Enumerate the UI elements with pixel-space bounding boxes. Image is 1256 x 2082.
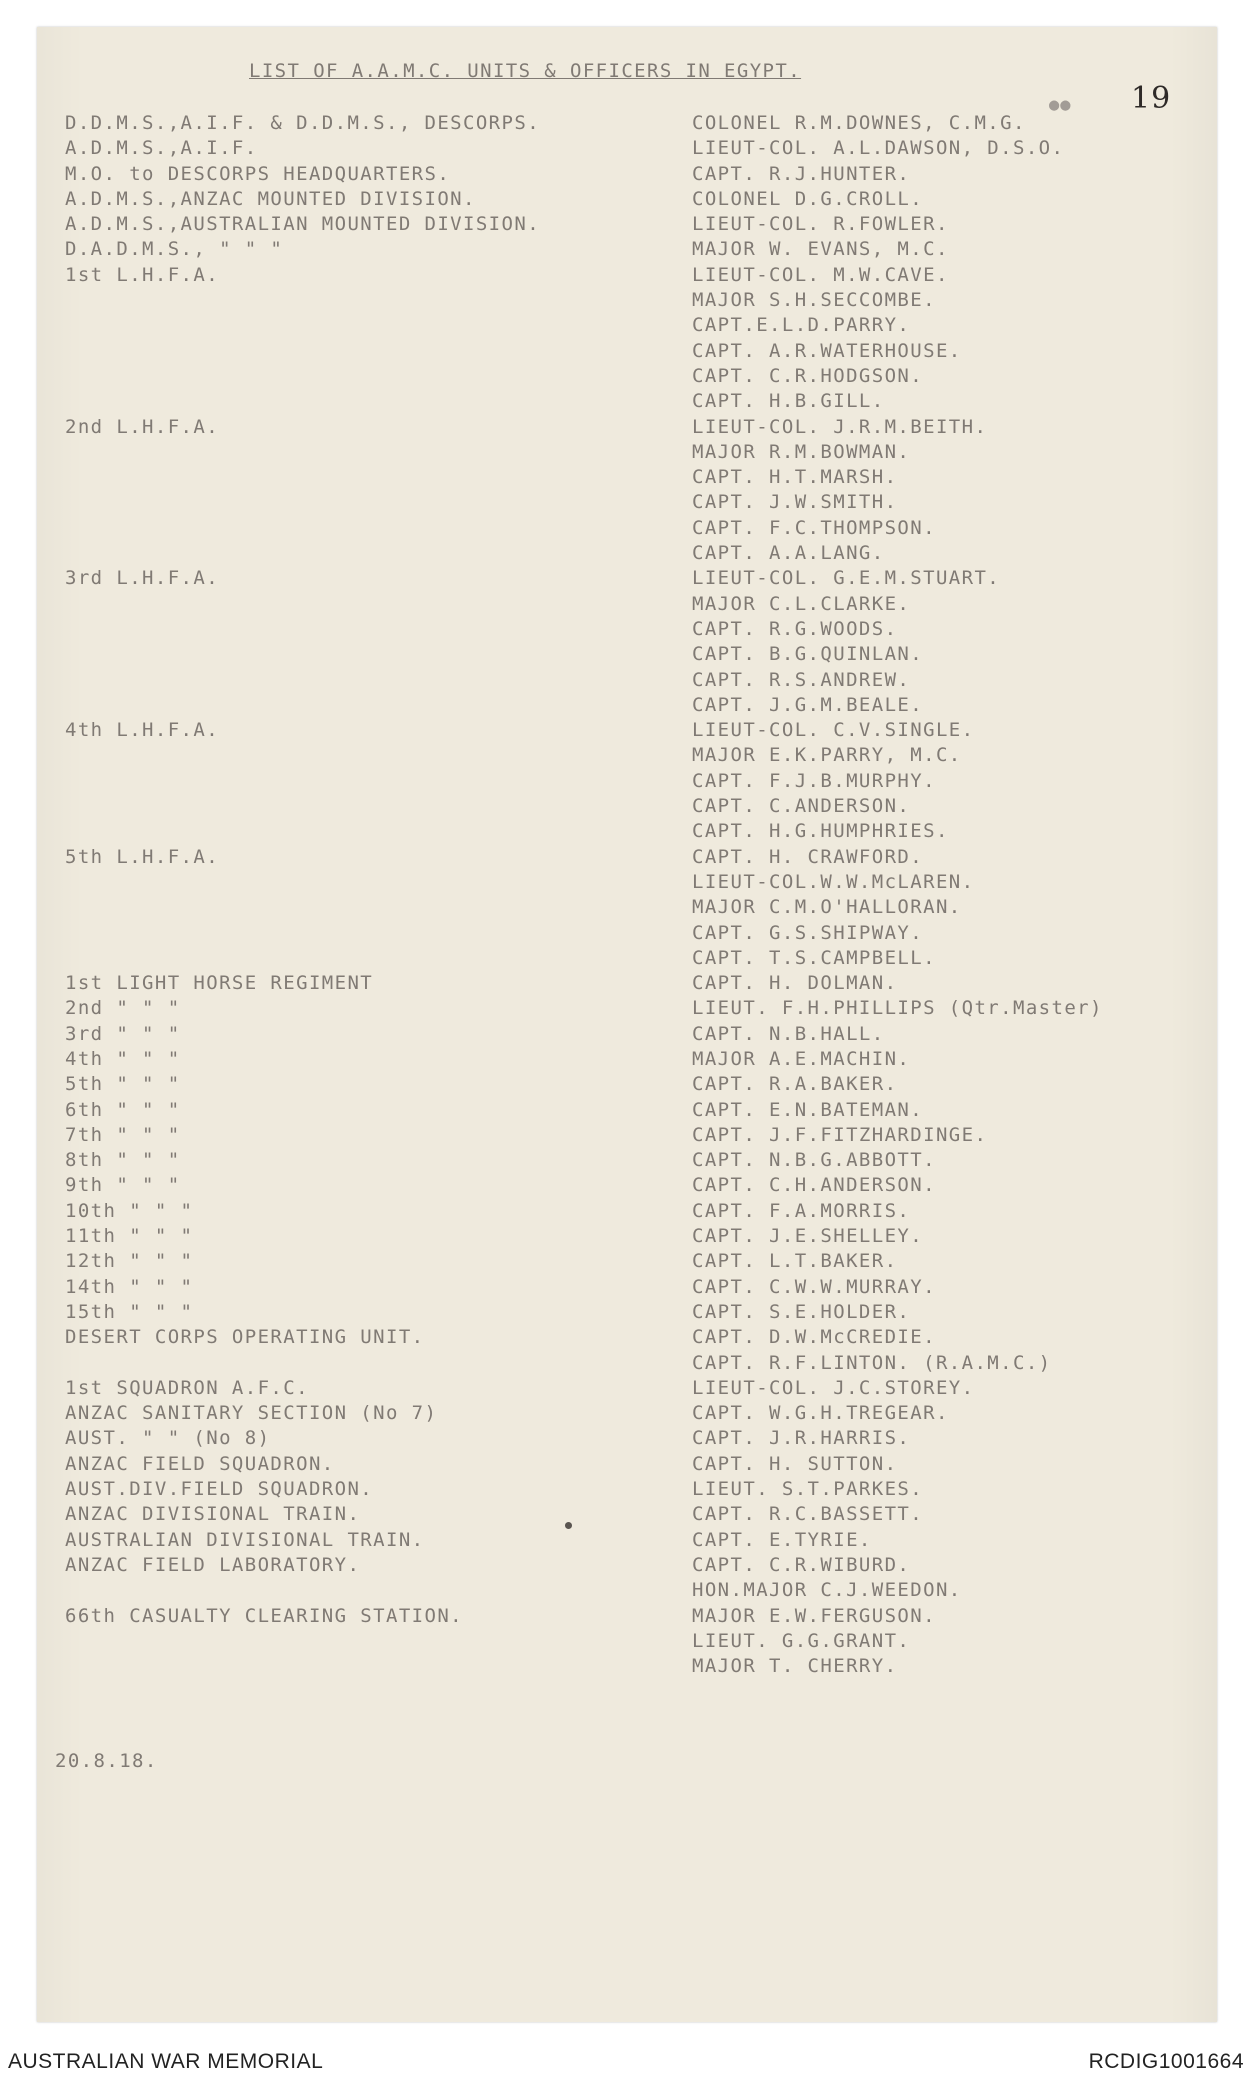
ink-speck (565, 1522, 572, 1529)
officer-entry: CAPT. R.S.ANDREW. (692, 668, 911, 691)
officer-entry: CAPT. N.B.HALL. (692, 1022, 885, 1045)
unit-entry: D.D.M.S.,A.I.F. & D.D.M.S., DESCORPS. (65, 112, 541, 134)
officer-entry: MAJOR W. EVANS, M.C. (692, 238, 949, 261)
officer-entry: HON.MAJOR C.J.WEEDON. (692, 1579, 962, 1602)
officer-entry: CAPT. F.A.MORRIS. (692, 1199, 911, 1222)
officer-entry: CAPT. H. CRAWFORD. (692, 845, 924, 868)
unit-entry: 15th " " " (65, 1300, 194, 1323)
unit-entry: 9th " " " (65, 1174, 181, 1197)
unit-entry: D.A.D.M.S., " " " (65, 238, 284, 261)
officer-entry: LIEUT. G.G.GRANT. (692, 1629, 911, 1652)
officer-entry: CAPT. H. SUTTON. (692, 1452, 898, 1475)
officer-entry: CAPT. A.A.LANG. (692, 542, 885, 565)
officer-entry: CAPT. R.A.BAKER. (692, 1073, 898, 1096)
officer-entry: CAPT. R.C.BASSETT. (692, 1503, 924, 1526)
officer-entry: CAPT. H.T.MARSH. (692, 466, 898, 489)
unit-entry: AUST. " " (No 8) (65, 1427, 271, 1450)
unit-entry: 4th L.H.F.A. (65, 719, 220, 742)
unit-entry: A.D.M.S.,AUSTRALIAN MOUNTED DIVISION. (65, 213, 541, 236)
footer-reference-id: RCDIG1001664 (1088, 2050, 1244, 2073)
unit-entry (65, 1351, 540, 1376)
unit-entry (65, 819, 540, 844)
officer-entry: CAPT. J.G.M.BEALE. (692, 693, 924, 716)
unit-entry: AUST.DIV.FIELD SQUADRON. (65, 1478, 374, 1501)
document-sheet (37, 27, 1217, 2022)
officer-entry: CAPT. H.G.HUMPHRIES. (692, 820, 949, 843)
unit-entry: ANZAC FIELD LABORATORY. (65, 1553, 361, 1576)
officer-entry: CAPT. C.H.ANDERSON. (692, 1174, 936, 1197)
officer-entry: CAPT. C.ANDERSON. (692, 795, 911, 818)
officer-entry: CAPT. A.R.WATERHOUSE. (692, 339, 962, 362)
unit-entry (65, 794, 540, 819)
unit-entry: M.O. to DESCORPS HEADQUARTERS. (65, 162, 451, 185)
officer-entry: MAJOR C.L.CLARKE. (692, 592, 911, 615)
unit-entry: 1st SQUADRON A.F.C. (65, 1376, 309, 1399)
officer-entry: COLONEL R.M.DOWNES, C.M.G. (692, 112, 1026, 134)
archive-footer (0, 2046, 1256, 2082)
officer-entry: MAJOR R.M.BOWMAN. (692, 440, 911, 463)
officer-entry: CAPT. B.G.QUINLAN. (692, 643, 924, 666)
unit-entry: 2nd " " " (65, 997, 181, 1020)
officer-entry: CAPT.E.L.D.PARRY. (692, 314, 911, 337)
document-title: LIST OF A.A.M.C. UNITS & OFFICERS IN EGYPT. (249, 60, 802, 82)
unit-entry: 5th " " " (65, 1073, 181, 1096)
officer-entry: CAPT. N.B.G.ABBOTT. (692, 1149, 936, 1172)
officer-entry: CAPT. C.R.HODGSON. (692, 364, 924, 387)
unit-entry: 12th " " " (65, 1250, 194, 1273)
footer-institution: AUSTRALIAN WAR MEMORIAL (8, 2050, 324, 2073)
officer-entry: CAPT. E.N.BATEMAN. (692, 1098, 924, 1121)
unit-entry: A.D.M.S.,A.I.F. (65, 137, 258, 160)
officer-entry: CAPT. J.R.HARRIS. (692, 1427, 911, 1450)
unit-entry (65, 288, 540, 313)
unit-entry: 14th " " " (65, 1275, 194, 1298)
unit-entry: 3rd L.H.F.A. (65, 567, 220, 590)
officer-entry: MAJOR S.H.SECCOMBE. (692, 289, 936, 312)
unit-entry (65, 440, 540, 465)
unit-entry (65, 642, 540, 667)
officer-entry: CAPT. E.TYRIE. (692, 1528, 872, 1551)
unit-entry: 7th " " " (65, 1123, 181, 1146)
officer-entry: CAPT. D.W.McCREDIE. (692, 1326, 936, 1349)
officer-entry: LIEUT-COL. R.FOWLER. (692, 213, 949, 236)
officer-entry: LIEUT-COL. M.W.CAVE. (692, 263, 949, 286)
unit-entry: ANZAC DIVISIONAL TRAIN. (65, 1503, 361, 1526)
unit-entry (65, 364, 540, 389)
unit-entry (65, 389, 540, 414)
officer-entry: LIEUT-COL. J.R.M.BEITH. (692, 415, 988, 438)
unit-entry: 8th " " " (65, 1149, 181, 1172)
officer-entry: CAPT. H.B.GILL. (692, 390, 885, 413)
unit-entry (65, 743, 540, 768)
unit-entry (65, 617, 540, 642)
unit-entry (65, 769, 540, 794)
officer-entry: MAJOR E.W.FERGUSON. (692, 1604, 936, 1627)
unit-entry (65, 465, 540, 490)
officer-entry: CAPT. J.F.FITZHARDINGE. (692, 1123, 988, 1146)
officers-column (692, 111, 1103, 1679)
unit-entry: ANZAC FIELD SQUADRON. (65, 1452, 335, 1475)
unit-entry: 1st LIGHT HORSE REGIMENT (65, 972, 374, 995)
stamp-mark: ●● (1049, 95, 1072, 115)
unit-entry: 4th " " " (65, 1047, 181, 1070)
unit-entry (65, 870, 540, 895)
unit-entry: 6th " " " (65, 1098, 181, 1121)
unit-entry (65, 516, 540, 541)
officer-entry: LIEUT. S.T.PARKES. (692, 1478, 924, 1501)
officer-entry: CAPT. H. DOLMAN. (692, 972, 898, 995)
officer-entry: LIEUT-COL. J.C.STOREY. (692, 1376, 975, 1399)
unit-entry (65, 895, 540, 920)
officer-entry: MAJOR T. CHERRY. (692, 1655, 898, 1678)
officer-entry: CAPT. R.J.HUNTER. (692, 162, 911, 185)
officer-entry: LIEUT-COL. C.V.SINGLE. (692, 719, 975, 742)
officer-entry: CAPT. S.E.HOLDER. (692, 1300, 911, 1323)
officer-entry: CAPT. C.W.W.MURRAY. (692, 1275, 936, 1298)
unit-entry: 3rd " " " (65, 1022, 181, 1045)
units-column (65, 111, 540, 1629)
unit-entry (65, 693, 540, 718)
unit-entry: 66th CASUALTY CLEARING STATION. (65, 1604, 464, 1627)
officer-entry: CAPT. C.R.WIBURD. (692, 1553, 911, 1576)
officer-entry: LIEUT-COL.W.W.McLAREN. (692, 870, 975, 893)
officer-entry: MAJOR C.M.O'HALLORAN. (692, 896, 962, 919)
officer-entry: LIEUT-COL. A.L.DAWSON, D.S.O. (692, 137, 1065, 160)
unit-entry (65, 339, 540, 364)
officer-entry: MAJOR E.K.PARRY, M.C. (692, 744, 962, 767)
page-number: 19 (1131, 81, 1172, 116)
unit-entry: DESERT CORPS OPERATING UNIT. (65, 1326, 425, 1349)
unit-entry (65, 592, 540, 617)
officer-entry: CAPT. R.F.LINTON. (R.A.M.C.) (692, 1351, 1052, 1374)
unit-entry: A.D.M.S.,ANZAC MOUNTED DIVISION. (65, 187, 476, 210)
officer-entry: CAPT. L.T.BAKER. (692, 1250, 898, 1273)
unit-entry: ANZAC SANITARY SECTION (No 7) (65, 1402, 438, 1425)
unit-entry: 1st L.H.F.A. (65, 263, 220, 286)
unit-entry (65, 921, 540, 946)
unit-entry (65, 490, 540, 515)
officer-entry: CAPT. R.G.WOODS. (692, 617, 898, 640)
unit-entry: AUSTRALIAN DIVISIONAL TRAIN. (65, 1528, 425, 1551)
document-date: 20.8.18. (55, 1750, 158, 1772)
officer-entry: CAPT. F.C.THOMPSON. (692, 516, 936, 539)
officer-entry: COLONEL D.G.CROLL. (692, 187, 924, 210)
unit-entry: 11th " " " (65, 1225, 194, 1248)
officer-entry: CAPT. T.S.CAMPBELL. (692, 946, 936, 969)
unit-entry (65, 946, 540, 971)
officer-entry: LIEUT-COL. G.E.M.STUART. (692, 567, 1001, 590)
unit-entry (65, 1578, 540, 1603)
unit-entry (65, 313, 540, 338)
unit-entry: 10th " " " (65, 1199, 194, 1222)
officer-entry: CAPT. G.S.SHIPWAY. (692, 921, 924, 944)
officer-entry: CAPT. W.G.H.TREGEAR. (692, 1402, 949, 1425)
officer-entry: LIEUT. F.H.PHILLIPS (Qtr.Master) (692, 997, 1103, 1020)
officer-entry: MAJOR A.E.MACHIN. (692, 1047, 911, 1070)
unit-entry (65, 668, 540, 693)
unit-entry: 5th L.H.F.A. (65, 845, 220, 868)
officer-entry: CAPT. J.W.SMITH. (692, 491, 898, 514)
unit-entry: 2nd L.H.F.A. (65, 415, 220, 438)
unit-entry (65, 541, 540, 566)
officer-entry: CAPT. F.J.B.MURPHY. (692, 769, 936, 792)
officer-entry: CAPT. J.E.SHELLEY. (692, 1225, 924, 1248)
